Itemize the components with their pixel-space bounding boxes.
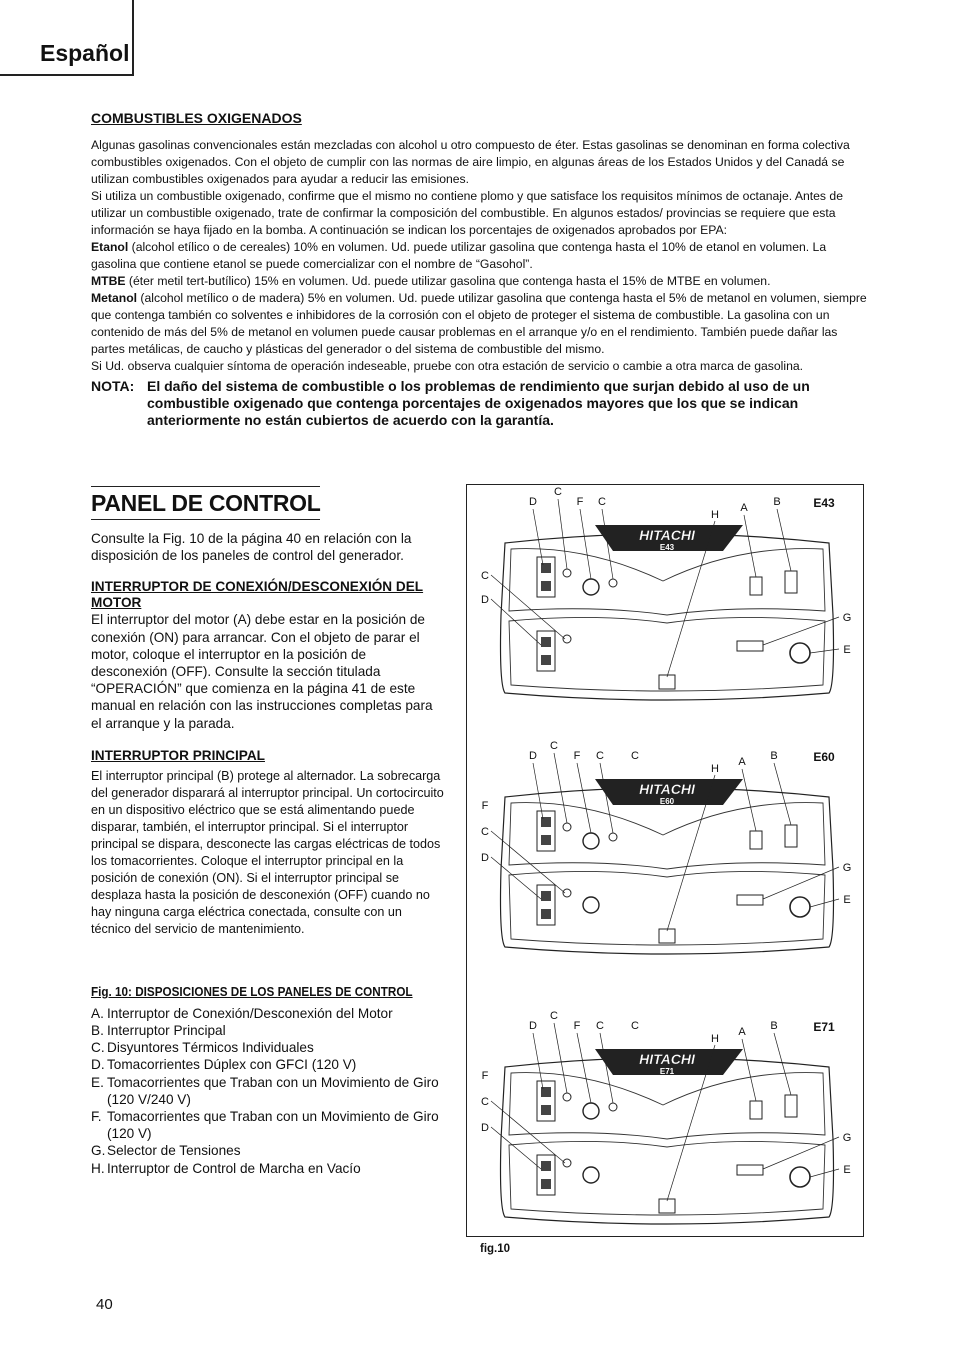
callout-label: C [631,750,639,762]
panel-model-label: E71 [813,1020,835,1034]
panel-lower-lobe [509,871,825,945]
callout-label: E [843,1164,851,1176]
figure-legend [91,1005,445,1177]
oxygenated-title: COMBUSTIBLES OXIGENADOS [91,110,302,126]
callout-label: C [481,570,489,582]
outlet-socket-icon [541,655,551,665]
oxygenated-paragraph-1: Algunas gasolinas convencionales están mezcladas con alcohol u otro compuesto de éter. Estas gasolinas se denominan en forma colectiva combustibles oxigenados. Con el objeto de cumplir con las normas de aire limpio, en algunas áreas de los Estados Unidos y del Canadá se utilizan combustibles oxigenados para ayudar a reducir las emisiones. [91,138,850,186]
callout-leader-line [774,1033,791,1095]
page-number: 40 [96,1296,113,1313]
breaker-icon [609,833,617,841]
outlet-socket-icon [541,581,551,591]
legend-key: H. [91,1160,105,1176]
panel-upper-lobe [509,803,825,869]
callout-label: F [576,496,584,508]
nota-block [91,378,867,429]
main-breaker-text: El interruptor principal (B) protege al alternador. La sobrecarga del generador disparará al interruptor principal. Un cortocircuito en un dispositivo eléctrico que se está alimentando puede disparar, también, el interruptor principal. Si el interruptor principal se dispara, desconecte las cargas eléctricas de todos los tomacorrientes. Coloque el interruptor principal en la posición de conexión (ON). Si el interruptor principal se desplaza hasta la posición de desconexión (OFF) cuando no hay ninguna carga eléctrica conectada, consulte con un técnico del servicio de mantenimiento. [91,768,444,936]
callout-label: B [770,750,778,762]
callout-label: C [596,750,604,762]
legend-key: F. [91,1109,102,1125]
callout-label: D [529,496,537,508]
legend-item [91,1005,445,1022]
control-panel-section [91,486,445,1177]
callout-label: F [573,750,581,762]
control-panel-intro: Consulte la Fig. 10 de la página 40 en relación con la disposición de los paneles de control del generador. [91,531,412,564]
legend-item [91,1160,445,1177]
legend-text: Selector de Tensiones [107,1143,241,1159]
callout-leader-line [744,515,756,577]
legend-text: Tomacorrientes Dúplex con GFCI (120 V) [107,1057,357,1073]
outlet-socket-icon [541,637,551,647]
callout-label: A [738,756,746,768]
oxygenated-paragraph-2: Si utiliza un combustible oxigenado, confirme que el mismo no contiene plomo y que satisface los requisitos mínimos de octanaje. Antes de utilizar un combustible oxigenado, trate de confirmar la composición del combustible. En algunos estados/ provincias se requiere que esta información se haya fijado en la bomba. A continuación se indican los porcentajes de oxigenados aprobados por EPA: [91,189,843,237]
callout-label: G [842,862,852,874]
main-breaker-title: INTERRUPTOR PRINCIPAL [91,747,265,763]
engine-switch-title: INTERRUPTOR DE CONEXIÓN/DESCONEXIÓN DEL MOTOR [91,579,424,611]
callout-leader-line [554,1023,567,1093]
twist-lock-240-outlet-icon [790,1167,810,1187]
panel-e60 [481,740,851,954]
breaker-icon [609,1103,617,1111]
callout-label: A [738,1026,746,1038]
callout-label: A [740,502,748,514]
panel-model-label: E43 [813,496,835,510]
engine-switch-icon [750,831,762,849]
main-breaker-icon [785,571,797,593]
panel-upper-lobe [509,1073,825,1139]
callout-label: C [598,496,606,508]
twist-lock-240-outlet-icon [790,643,810,663]
outlet-socket-icon [541,835,551,845]
panel-lower-lobe [509,1141,825,1215]
legend-text: Tomacorrientes que Traban con un Movimiento de Giro (120 V) [107,1109,439,1142]
legend-text: Interruptor Principal [107,1023,226,1039]
callout-label: C [481,826,489,838]
idle-control-switch-icon [659,1199,675,1213]
control-panel-diagrams [467,485,865,1238]
language-label: Español [40,40,130,66]
legend-item [91,1142,445,1159]
legend-item [91,1056,445,1073]
callout-label: H [711,1033,719,1045]
callout-leader-line [763,617,839,645]
callout-label: D [481,852,489,864]
callout-leader-line [742,769,756,831]
callout-label: H [711,763,719,775]
breaker-icon [563,1093,571,1101]
outlet-socket-icon [541,1105,551,1115]
mtbe-term: MTBE [91,274,126,288]
callout-leader-line [742,1039,756,1101]
breaker-icon [563,823,571,831]
breaker-icon [563,569,571,577]
callout-label: F [573,1020,581,1032]
oxygenated-paragraph-3: Si Ud. observa cualquier síntoma de operación indeseable, pruebe con otra estación de servicio o cambie a otra marca de gasolina. [91,359,804,373]
legend-text: Disyuntores Térmicos Individuales [107,1040,314,1056]
engine-switch-text: El interruptor del motor (A) debe estar en la posición de conexión (ON) para arrancar. Con el objeto de parar el motor, coloque el interruptor en la posición de desconexión (OFF). Consulte la sección titulada “OPERACIÓN” que comienza en la página 41 de este manual en relación con las instrucciones completas para el arranque y la parada. [91,612,433,731]
oxygenated-fuels-section [91,110,867,429]
breaker-icon [609,579,617,587]
figure-box [466,484,864,1237]
callout-leader-line [491,575,565,639]
callout-label: C [554,486,562,498]
main-breaker-icon [785,825,797,847]
legend-key: C. [91,1040,105,1056]
legend-text: Interruptor de Conexión/Desconexión del Motor [107,1005,393,1021]
callout-label: D [481,594,489,606]
legend-item [91,1074,445,1108]
callout-label: G [842,612,852,624]
outlet-socket-icon [541,909,551,919]
legend-text: Tomacorrientes que Traban con un Movimiento de Giro (120 V/240 V) [107,1074,439,1107]
metanol-paragraph [91,290,867,358]
twist-lock-240-outlet-icon [790,897,810,917]
mtbe-text: (éter metil tert-butílico) 15% en volumen. Ud. puede utilizar gasolina que contenga hasta el 15% de MTBE en volumen. [125,274,771,288]
voltage-selector-icon [737,641,763,651]
figure-caption: Fig. 10: DISPOSICIONES DE LOS PANELES DE CONTROL [91,983,413,999]
callout-label: C [481,1096,489,1108]
nota-text: El daño del sistema de combustible o los problemas de rendimiento que surjan debido al uso de un combustible oxigenado que contenga porcentajes de oxigenados mayores que los que se indican anteriormente no están cubiertos de acuerdo con la garantía. [147,378,810,428]
callout-label: F [481,1070,489,1082]
brand-text: HITACHI [639,1051,695,1067]
outlet-socket-icon [541,1179,551,1189]
callout-label: F [481,800,489,812]
panel-e71 [481,1010,851,1224]
brand-text: HITACHI [639,781,695,797]
outlet-socket-icon [541,1161,551,1171]
callout-label: C [631,1020,639,1032]
engine-switch-icon [750,577,762,595]
legend-key: D. [91,1057,105,1073]
twist-lock-outlet-icon [583,833,599,849]
callout-leader-line [577,1033,591,1103]
main-breaker-icon [785,1095,797,1117]
callout-label: E [843,894,851,906]
callout-leader-line [777,509,791,571]
legend-key: A. [91,1005,104,1021]
outlet-socket-icon [541,817,551,827]
panel-e43 [481,486,851,700]
etanol-paragraph [91,239,867,273]
figure-label: fig.10 [480,1243,511,1255]
mtbe-paragraph [91,273,867,290]
callout-leader-line [491,831,565,893]
legend-key: E. [91,1074,104,1090]
callout-leader-line [491,599,541,645]
callout-leader-line [554,753,567,823]
legend-text: Interruptor de Control de Marcha en Vacío [107,1160,361,1176]
callout-leader-line [580,509,591,579]
engine-switch-icon [750,1101,762,1119]
legend-key: B. [91,1023,104,1039]
legend-item [91,1022,445,1039]
callout-leader-line [491,1101,565,1163]
twist-lock-outlet-icon [583,1103,599,1119]
metanol-term: Metanol [91,291,138,305]
callout-label: H [711,509,719,521]
language-tab [0,0,134,76]
idle-control-switch-icon [659,929,675,943]
breaker-icon [563,635,571,643]
idle-control-switch-icon [659,675,675,689]
voltage-selector-icon [737,1165,763,1175]
etanol-term: Etanol [91,240,129,254]
control-panel-title: PANEL DE CONTROL [91,486,320,520]
legend-item [91,1108,445,1142]
brand-subtext: E60 [659,797,675,806]
panel-lower-lobe [509,617,825,691]
nota-label: NOTA: [91,378,135,394]
callout-label: E [843,644,851,656]
callout-leader-line [774,763,791,825]
brand-text: HITACHI [639,527,695,543]
outlet-socket-icon [541,1087,551,1097]
breaker-icon [563,1159,571,1167]
callout-label: C [596,1020,604,1032]
callout-label: C [550,1010,558,1022]
metanol-text: (alcohol metílico o de madera) 5% en volumen. Ud. puede utilizar gasolina que contenga hasta el 5% de metanol en volumen, siempre que contenga también co solventes e inhibidores de la corrosión con el objeto de proteger el sistema de combustible. La gasolina con un contenido de más del 5% de metanol en volumen puede causar problemas en el arranque y/o en el rendimiento. También puede dañar las partes metálicas, de caucho y plásticas del generador o del sistema de combustible del mismo. [91,291,867,356]
legend-item [91,1039,445,1056]
callout-label: C [550,740,558,752]
callout-leader-line [558,499,567,569]
outlet-socket-icon [541,891,551,901]
panel-model-label: E60 [813,750,835,764]
twist-lock-outlet-icon [583,897,599,913]
etanol-text: (alcohol etílico o de cereales) 10% en volumen. Ud. puede utilizar gasolina que contenga hasta el 10% de etanol en volumen. La gasolina que contiene etanol se puede comercializar con el nombre de “Gasohol”. [91,240,827,271]
outlet-socket-icon [541,563,551,573]
callout-label: D [529,750,537,762]
brand-subtext: E43 [659,543,675,552]
twist-lock-outlet-icon [583,1167,599,1183]
panel-upper-lobe [509,549,825,615]
voltage-selector-icon [737,895,763,905]
callout-label: G [842,1132,852,1144]
breaker-icon [563,889,571,897]
callout-label: B [773,496,781,508]
brand-subtext: E71 [659,1067,675,1076]
callout-label: D [529,1020,537,1032]
callout-label: D [481,1122,489,1134]
callout-label: B [770,1020,778,1032]
callout-leader-line [577,763,591,833]
legend-key: G. [91,1143,106,1159]
twist-lock-outlet-icon [583,579,599,595]
